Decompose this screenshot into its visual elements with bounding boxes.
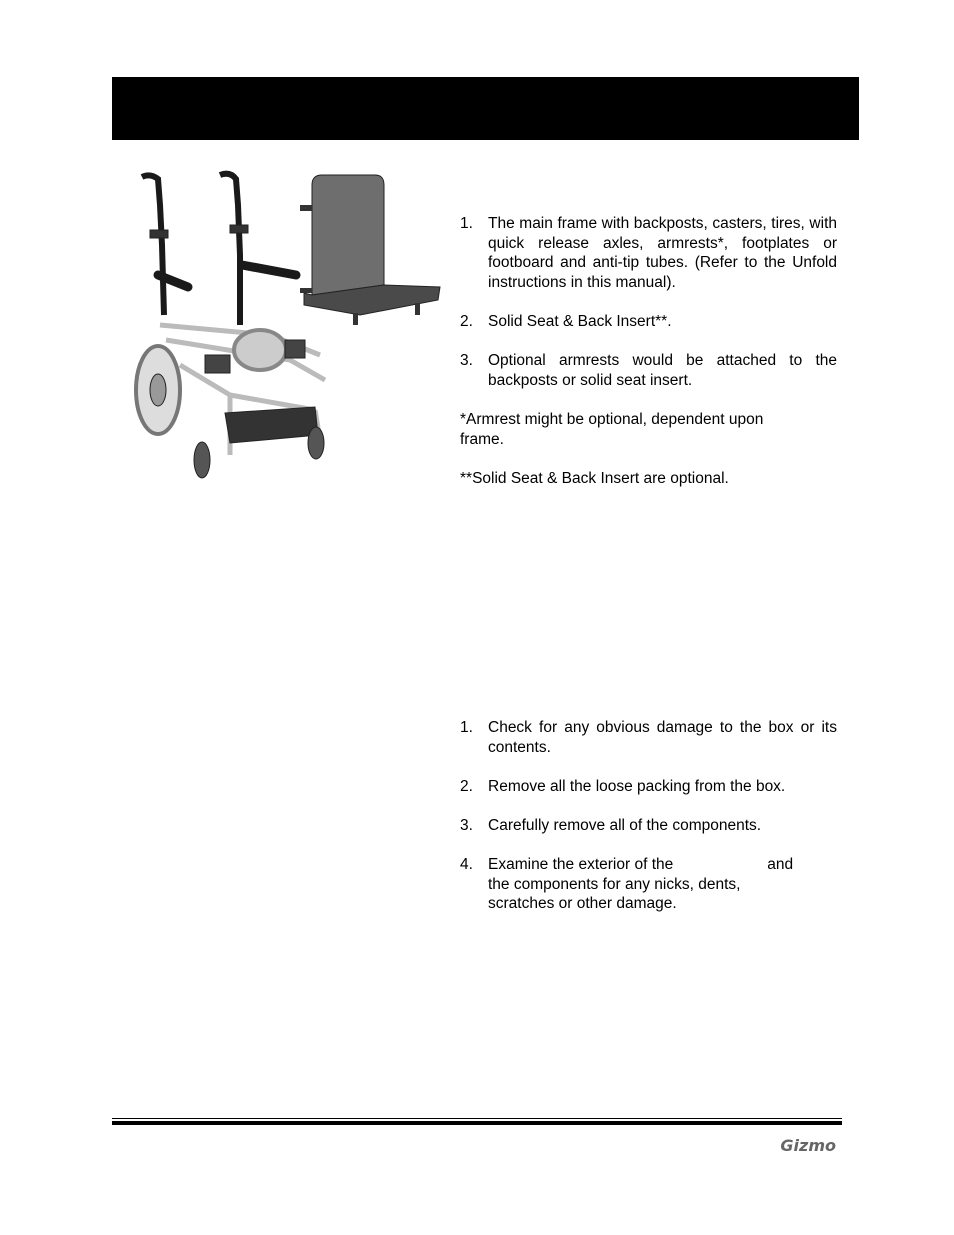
- seat-back-insert: [300, 175, 440, 325]
- components-section: [460, 214, 837, 488]
- list-item-text: Examine the exterior of the: [488, 856, 674, 874]
- seat-insert-footnote: **Solid Seat & Back Insert are optional.: [460, 469, 729, 487]
- list-item-text: Solid Seat & Back Insert**.: [488, 312, 672, 330]
- list-item-text: Check for any obvious damage to the box or its contents.: [488, 719, 837, 756]
- footer-rule: [112, 1118, 842, 1119]
- armrest-footnote: *Armrest might be optional, dependent upon frame.: [460, 410, 764, 448]
- list-item-text: The main frame with backposts, casters, tires, with quick release axles, armrests*, footplates or footboard and anti-tip tubes. (Refer to the Unfold instructions in this manual).: [488, 215, 837, 291]
- unpacking-list: [460, 718, 837, 914]
- list-item-text: the components for any nicks, dents, scratches or other damage.: [488, 875, 741, 913]
- footer-rule-thick: [112, 1121, 842, 1125]
- list-item: 2. Solid Seat & Back Insert**.: [460, 312, 837, 332]
- list-item: 3. Optional armrests would be attached to the backposts or solid seat insert.: [460, 352, 837, 389]
- list-item-text: Optional armrests would be attached to the backposts or solid seat insert.: [488, 352, 837, 389]
- list-item: 1. The main frame with backposts, casters, tires, with quick release axles, armrests*, footplates or footboard and anti-tip tubes. (Refer to the Unfold instructions in this manual).: [460, 215, 837, 291]
- list-item-text: Carefully remove all of the components.: [488, 816, 762, 834]
- list-item: 1. Check for any obvious damage to the box or its contents.: [460, 719, 837, 756]
- header-bar: [112, 77, 859, 140]
- components-list: [460, 214, 837, 390]
- brand-name: Gizmo: [780, 1136, 836, 1155]
- wheelchair-frame: [136, 174, 325, 478]
- list-item: 4. Examine the exterior of the and the components for any nicks, dents, scratches or other damage.: [460, 856, 794, 913]
- list-item-text: Remove all the loose packing from the box.: [488, 777, 786, 795]
- wheelchair-components-illustration: [120, 165, 450, 495]
- unpacking-section: [460, 718, 837, 934]
- list-item-text: and: [767, 856, 794, 874]
- list-item: 2. Remove all the loose packing from the box.: [460, 777, 837, 797]
- list-item: 3. Carefully remove all of the components.: [460, 816, 837, 836]
